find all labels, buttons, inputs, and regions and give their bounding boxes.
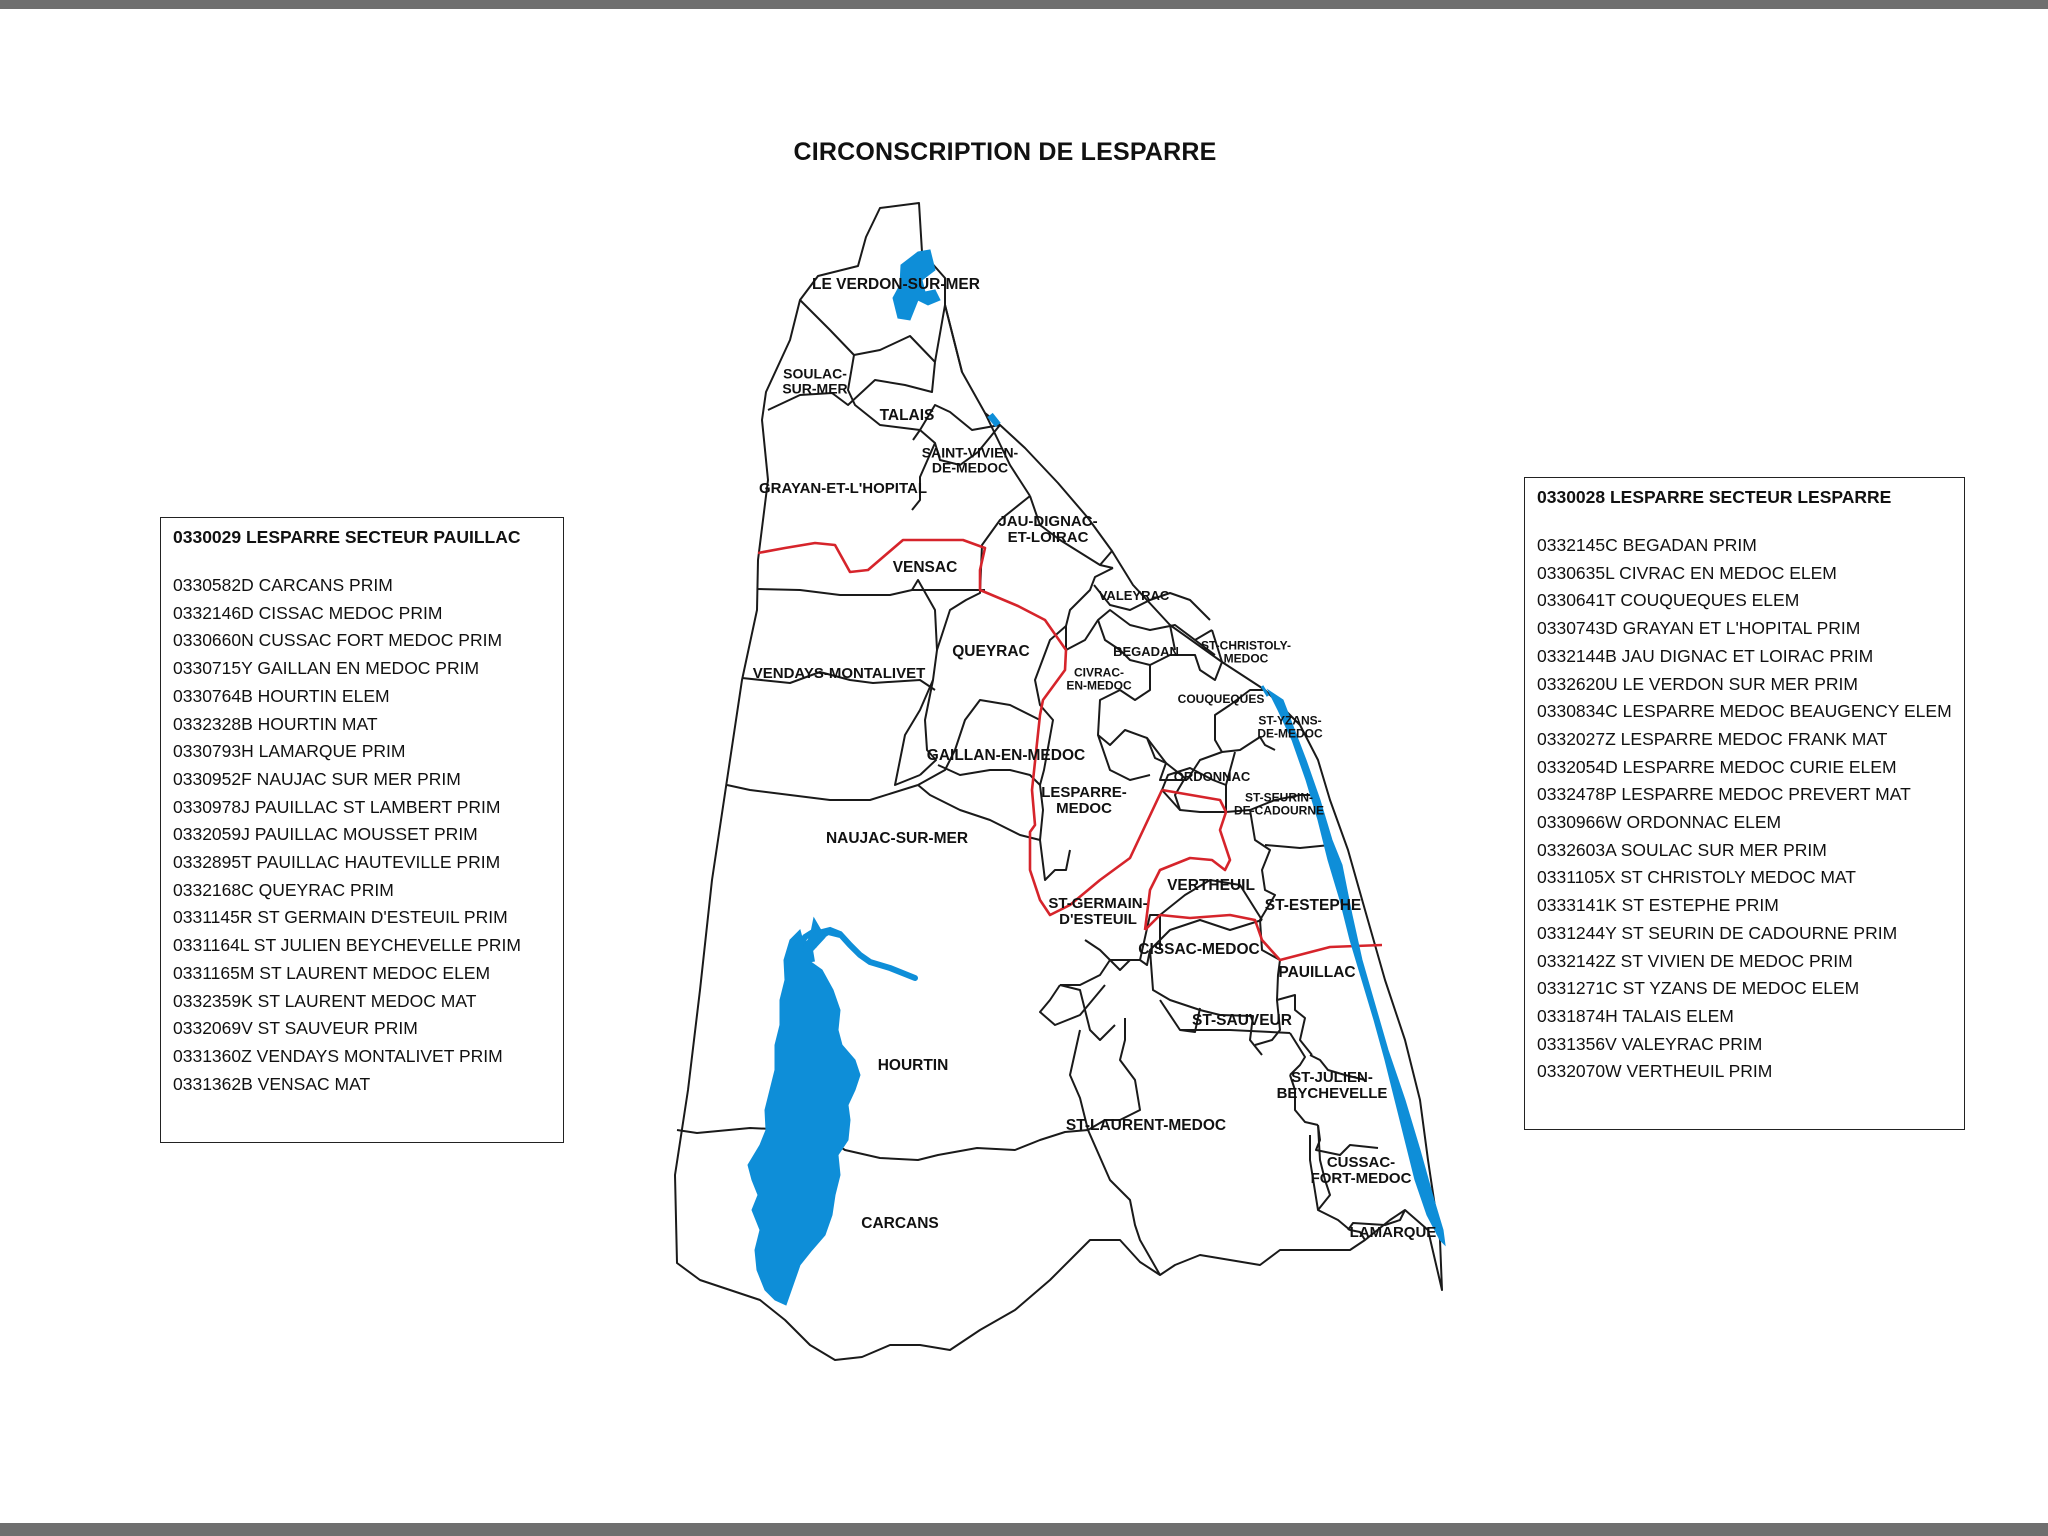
commune-label-st-yzans-de-medoc — [1257, 714, 1323, 741]
hourtin-lake-water — [748, 930, 860, 1305]
commune-label-st-seurin-de-cadourne — [1234, 791, 1324, 818]
commune-label-line: GAILLAN-EN-MEDOC — [926, 747, 1086, 764]
commune-label-line: ST-GERMAIN- — [1048, 894, 1148, 912]
school-item: 0332027Z LESPARRE MEDOC FRANK MAT — [1537, 728, 1888, 749]
school-item: 0330582D CARCANS PRIM — [173, 575, 393, 595]
commune-label-line: ST-SEURIN- — [1244, 790, 1314, 805]
school-item: 0331360Z VENDAYS MONTALIVET PRIM — [173, 1045, 503, 1066]
commune-label-st-laurent-medoc — [1066, 1117, 1226, 1134]
commune-label-civrac-en-medoc — [1066, 666, 1132, 693]
school-item: 0331271C ST YZANS DE MEDOC ELEM — [1537, 978, 1860, 999]
school-item: 0332059J PAUILLAC MOUSSET PRIM — [173, 824, 478, 845]
commune-label-line: JAU-DIGNAC- — [998, 512, 1098, 530]
commune-label-line: ORDONNAC — [1173, 769, 1251, 784]
commune-label-line: VERTHEUIL — [1167, 877, 1255, 894]
school-item: 0330715Y GAILLAN EN MEDOC PRIM — [173, 658, 480, 679]
commune-label-line: LAMARQUE — [1349, 1224, 1437, 1241]
commune-label-couqueques — [1178, 692, 1265, 706]
commune-label-valeyrac — [1099, 588, 1170, 603]
sector-lesparre-heading: 0330028 LESPARRE SECTEUR LESPARRE — [1537, 487, 1892, 507]
commune-label-cissac-medoc — [1138, 941, 1259, 958]
commune-label-line: ST-ESTEPHE — [1264, 897, 1362, 914]
commune-label-soulac-sur-mer — [782, 365, 847, 396]
school-item: 0332054D LESPARRE MEDOC CURIE ELEM — [1537, 756, 1897, 777]
commune-label-line: VENDAYS-MONTALIVET — [752, 665, 926, 682]
commune-label-line: QUEYRAC — [952, 643, 1030, 660]
school-item: 0332146D CISSAC MEDOC PRIM — [173, 602, 443, 623]
commune-label-begadan — [1113, 644, 1179, 659]
school-item: 0332070W VERTHEUIL PRIM — [1537, 1061, 1773, 1082]
commune-label-gaillan-en-medoc — [927, 747, 1085, 764]
commune-label-line: VENSAC — [892, 559, 958, 576]
school-item: 0330952F NAUJAC SUR MER PRIM — [173, 768, 461, 789]
commune-label-line: PAUILLAC — [1278, 964, 1356, 981]
commune-label-line: COUQUEQUES — [1177, 692, 1265, 706]
school-item: 0330978J PAUILLAC ST LAMBERT PRIM — [173, 796, 501, 817]
school-item: 0330966W ORDONNAC ELEM — [1537, 812, 1782, 833]
commune-label-line: EN-MEDOC — [1066, 678, 1132, 693]
commune-label-ordonnac — [1174, 769, 1251, 784]
commune-label-st-christoly-medoc — [1201, 639, 1291, 666]
school-item: 0332359K ST LAURENT MEDOC MAT — [173, 990, 477, 1011]
commune-label-line: CISSAC-MEDOC — [1138, 941, 1260, 958]
school-item: 0332895T PAUILLAC HAUTEVILLE PRIM — [173, 852, 501, 873]
commune-label-line: CIVRAC- — [1074, 665, 1124, 680]
commune-label-cussac-fort-medoc — [1311, 1154, 1412, 1187]
commune-labels — [753, 276, 1437, 1241]
school-item: 0330660N CUSSAC FORT MEDOC PRIM — [173, 630, 503, 651]
commune-label-line: TALAIS — [879, 407, 935, 424]
school-item: 0332069V ST SAUVEUR PRIM — [173, 1018, 418, 1039]
commune-label-hourtin — [878, 1057, 949, 1074]
commune-label-st-germain-desteuil — [1048, 895, 1147, 928]
school-item: 0332168C QUEYRAC PRIM — [173, 879, 394, 900]
commune-label-st-julien-beychevelle — [1277, 1069, 1388, 1102]
commune-label-le-verdon-sur-mer — [812, 276, 980, 293]
school-item: 0331356V VALEYRAC PRIM — [1537, 1033, 1763, 1054]
commune-label-line: SOULAC- — [783, 365, 847, 382]
commune-label-line: LE VERDON-SUR-MER — [812, 276, 980, 293]
commune-label-line: BEGADAN — [1113, 644, 1179, 659]
estuary-channel-north — [990, 415, 998, 425]
commune-label-line: DE-MEDOC — [1257, 726, 1323, 741]
page-title: CIRCONSCRIPTION DE LESPARRE — [793, 138, 1217, 166]
commune-label-line: LESPARRE- — [1041, 783, 1127, 801]
commune-label-lamarque — [1350, 1224, 1437, 1241]
commune-label-line: FORT-MEDOC — [1310, 1170, 1412, 1188]
commune-label-line: CARCANS — [861, 1215, 939, 1232]
school-item: 0330834C LESPARRE MEDOC BEAUGENCY ELEM — [1537, 701, 1952, 722]
sector-pauillac-heading: 0330029 LESPARRE SECTEUR PAUILLAC — [173, 527, 521, 547]
commune-label-talais — [880, 407, 935, 424]
school-item: 0332145C BEGADAN PRIM — [1537, 535, 1757, 555]
commune-label-pauillac — [1278, 964, 1355, 981]
school-item: 0330793H LAMARQUE PRIM — [173, 741, 406, 762]
commune-label-line: NAUJAC-SUR-MER — [825, 830, 969, 847]
school-item: 0331362B VENSAC MAT — [173, 1073, 371, 1094]
commune-label-grayan-et-lhopital — [759, 480, 927, 497]
commune-label-lesparre-medoc — [1041, 784, 1127, 817]
commune-label-line: GRAYAN-ET-L'HOPITAL — [758, 480, 928, 497]
school-item: 0332142Z ST VIVIEN DE MEDOC PRIM — [1537, 950, 1853, 971]
commune-label-line: MEDOC — [1223, 651, 1269, 666]
commune-label-st-estephe — [1265, 897, 1361, 914]
commune-label-carcans — [861, 1215, 939, 1232]
commune-label-line: ST-CHRISTOLY- — [1200, 638, 1292, 653]
school-item: 0330635L CIVRAC EN MEDOC ELEM — [1537, 562, 1837, 583]
commune-label-line: ST-LAURENT-MEDOC — [1065, 1117, 1227, 1134]
commune-label-st-sauveur — [1192, 1012, 1292, 1029]
commune-label-vendays-montalivet — [753, 665, 926, 682]
commune-label-vertheuil — [1167, 877, 1255, 894]
commune-label-line: D'ESTEUIL — [1059, 911, 1137, 929]
school-item: 0331165M ST LAURENT MEDOC ELEM — [173, 962, 491, 983]
commune-label-line: HOURTIN — [877, 1057, 949, 1074]
commune-label-line: MEDOC — [1056, 800, 1112, 818]
school-item: 0330743D GRAYAN ET L'HOPITAL PRIM — [1537, 618, 1861, 639]
commune-label-line: DE-MEDOC — [931, 459, 1009, 476]
water-features — [748, 250, 1445, 1305]
school-item: 0332603A SOULAC SUR MER PRIM — [1537, 839, 1827, 860]
school-item: 0331874H TALAIS ELEM — [1537, 1005, 1734, 1026]
commune-label-line: SUR-MER — [782, 380, 848, 397]
commune-label-line: VALEYRAC — [1098, 588, 1170, 603]
commune-label-jau-dignac-et-loirac — [998, 513, 1097, 546]
commune-label-line: CUSSAC- — [1326, 1153, 1396, 1171]
commune-label-line: ST-JULIEN- — [1291, 1068, 1373, 1086]
school-item: 0331105X ST CHRISTOLY MEDOC MAT — [1537, 867, 1856, 888]
school-item: 0331164L ST JULIEN BEYCHEVELLE PRIM — [173, 935, 521, 956]
commune-label-line: SAINT-VIVIEN- — [921, 444, 1019, 461]
school-item: 0331244Y ST SEURIN DE CADOURNE PRIM — [1537, 922, 1898, 943]
commune-label-line: DE-CADOURNE — [1234, 803, 1324, 818]
school-item: 0331145R ST GERMAIN D'ESTEUIL PRIM — [173, 907, 508, 928]
commune-label-line: ST-SAUVEUR — [1192, 1012, 1292, 1029]
commune-label-line: ST-YZANS- — [1258, 713, 1322, 728]
school-item: 0330641T COUQUEQUES ELEM — [1537, 590, 1800, 611]
school-item: 0332478P LESPARRE MEDOC PREVERT MAT — [1537, 784, 1911, 805]
school-item: 0332144B JAU DIGNAC ET LOIRAC PRIM — [1537, 645, 1874, 666]
commune-label-saint-vivien-de-medoc — [922, 444, 1019, 475]
commune-label-naujac-sur-mer — [826, 830, 968, 847]
commune-label-queyrac — [952, 643, 1030, 660]
school-item: 0332620U LE VERDON SUR MER PRIM — [1537, 673, 1858, 694]
commune-label-line: ET-LOIRAC — [1007, 529, 1089, 547]
school-item: 0330764B HOURTIN ELEM — [173, 685, 390, 706]
school-item: 0332328B HOURTIN MAT — [173, 713, 378, 734]
commune-label-vensac — [893, 559, 958, 576]
school-item: 0333141K ST ESTEPHE PRIM — [1537, 895, 1779, 916]
commune-label-line: BEYCHEVELLE — [1276, 1085, 1388, 1103]
